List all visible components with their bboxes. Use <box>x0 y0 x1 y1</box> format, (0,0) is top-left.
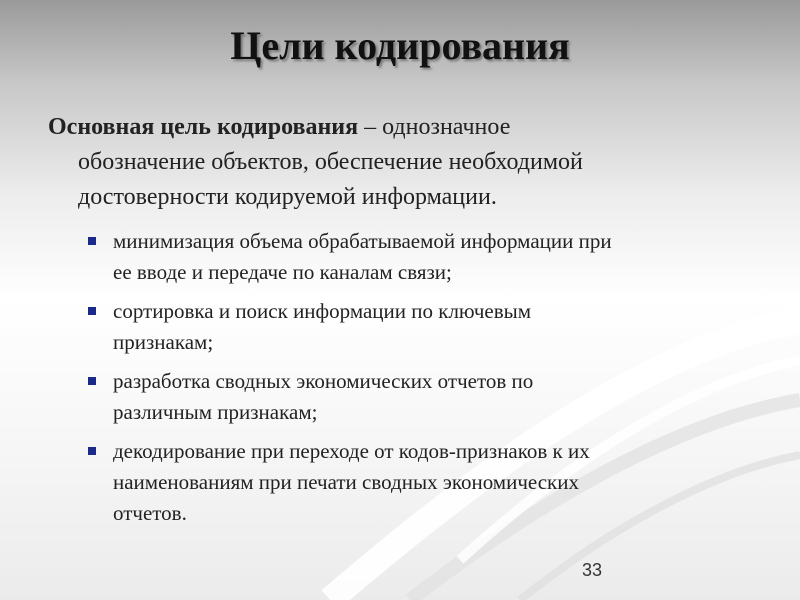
bullet-line: признакам; <box>113 330 214 354</box>
bullet-line: минимизация объема обрабатываемой информации при <box>113 229 612 253</box>
intro-bold-term: Основная цель кодирования <box>48 114 359 140</box>
square-bullet-icon <box>88 447 96 455</box>
intro-line-1-rest: – однозначное <box>358 114 511 140</box>
intro-line-2: обозначение объектов, обеспечение необходимой <box>78 149 583 175</box>
bullet-line: сортировка и поиск информации по ключевым <box>113 299 532 323</box>
bullet-line: декодирование при переходе от кодов-признаков к их <box>113 439 590 463</box>
bullet-line: наименованиям при печати сводных экономических <box>113 470 579 494</box>
page-number: 33 <box>581 560 603 580</box>
square-bullet-icon <box>88 237 96 245</box>
intro-line-3: достоверности кодируемой информации. <box>78 184 497 210</box>
square-bullet-icon <box>88 377 96 385</box>
bullet-item <box>88 436 768 529</box>
goals-bullet-list <box>88 226 768 537</box>
bullet-line: разработка сводных экономических отчетов по <box>113 369 534 393</box>
bullet-item <box>88 366 768 428</box>
square-bullet-icon <box>88 307 96 315</box>
intro-paragraph <box>48 110 748 215</box>
bullet-line: ее вводе и передаче по каналам связи; <box>113 260 452 284</box>
slide-title: Цели кодирования <box>230 23 570 68</box>
bullet-line: различным признакам; <box>113 400 318 424</box>
bullet-line: отчетов. <box>113 501 187 525</box>
bullet-item <box>88 296 768 358</box>
intro-line-1 <box>48 110 748 145</box>
bullet-item <box>88 226 768 288</box>
